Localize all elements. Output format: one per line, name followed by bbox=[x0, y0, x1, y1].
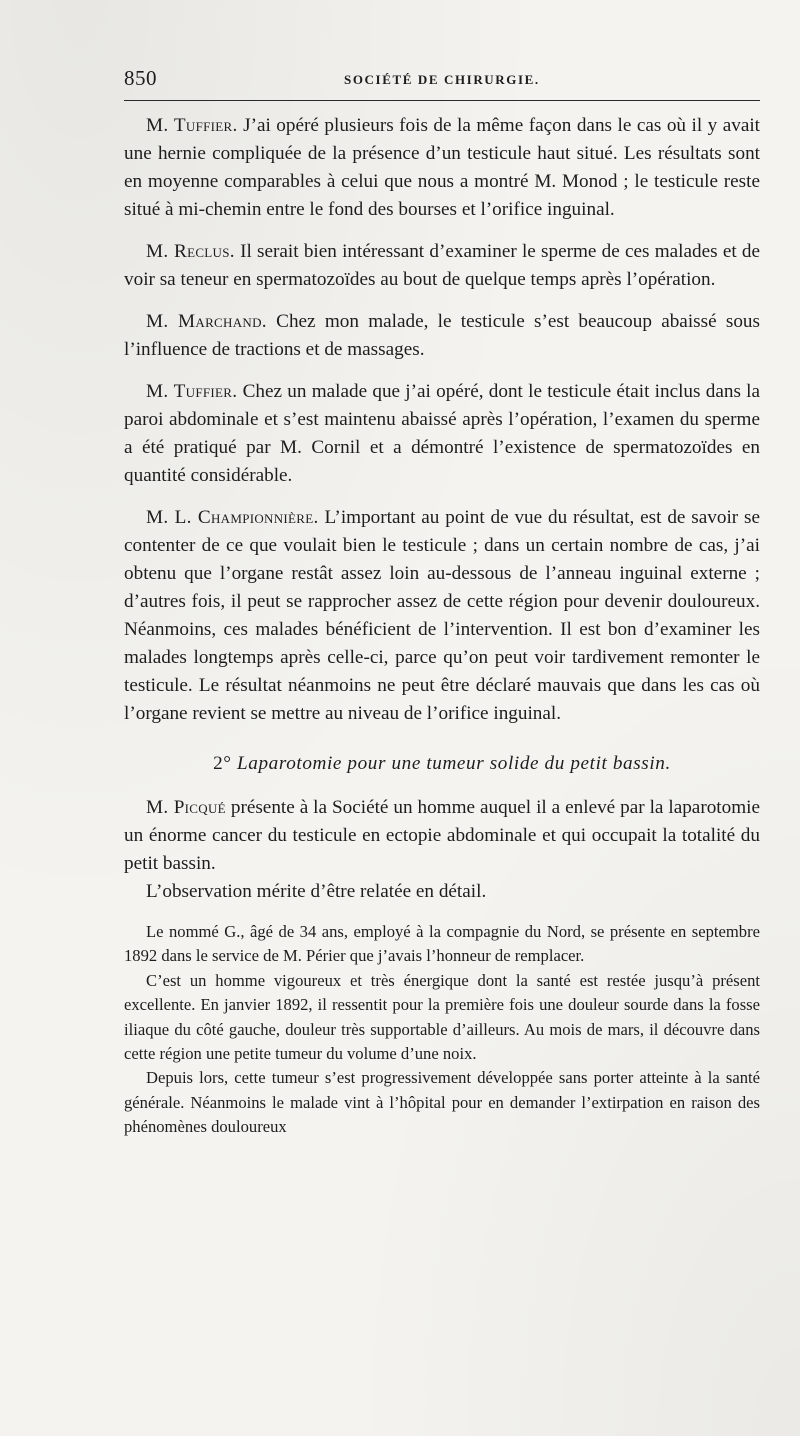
paragraph-text: Il serait bien intéressant d’examiner le sperme de ces malades et de voir sa teneur en spermatozoïdes au bout de quelque temps après l’opération. bbox=[124, 241, 761, 290]
paragraph-marchand bbox=[124, 308, 760, 364]
observation-paragraph-3: Depuis lors, cette tumeur s’est progressivement développée sans porter atteinte à la santé générale. Néanmoins le malade vint à l’hôpital pour en demander l’extirpation en raison des phénomènes douloureux bbox=[124, 1068, 760, 1137]
paragraph-text: J’ai opéré plusieurs fois de la même façon dans le cas où il y avait une hernie compliquée de la présence d’un testicule haut situé. Les résultats sont en moyenne comparables à celui que nous a montré M. Monod ; le testicule reste situé à mi-chemin entre le fond des bourses et l’orifice inguinal. bbox=[124, 115, 761, 220]
speaker-name: M. Picqué bbox=[146, 797, 226, 818]
header-rule bbox=[124, 100, 760, 101]
observation-block bbox=[124, 920, 760, 1140]
paragraph-championniere bbox=[124, 504, 760, 728]
paragraph-picque bbox=[124, 794, 760, 878]
paragraph-tuffier-2 bbox=[124, 378, 760, 490]
paragraph-observation-intro: L’observation mérite d’être relatée en détail. bbox=[146, 881, 487, 902]
section-title bbox=[124, 750, 760, 778]
running-head bbox=[124, 62, 760, 92]
paragraph-text: Chez mon malade, le testicule s’est beaucoup abaissé sous l’influence de tractions et de massages. bbox=[124, 311, 760, 360]
speaker-name: M. Tuffier. bbox=[146, 115, 238, 136]
paragraph-reclus bbox=[124, 238, 760, 294]
speaker-name: M. L. Championnière. bbox=[146, 507, 319, 528]
paragraph-text: présente à la Société un homme auquel il a enlevé par la laparotomie un énorme cancer du testicule en ectopie abdominale et qui occupait la totalité du petit bassin. bbox=[124, 797, 760, 874]
speaker-name: M. Tuffier. bbox=[146, 381, 238, 402]
paragraph-text: Chez un malade que j’ai opéré, dont le testicule était inclus dans la paroi abdominale et s’est maintenu abaissé après l’opération, l’examen du sperme a été pratiqué par M. Cornil et a démontré l’existence de spermatozoïdes en quantité considérable. bbox=[124, 381, 761, 486]
observation-paragraph-2: C’est un homme vigoureux et très énergique dont la santé est restée jusqu’à présent excellente. En janvier 1892, il ressentit pour la première fois une douleur sourde dans la fosse iliaque du côté gauche, douleur très supportable d’ailleurs. Au mois de mars, il découvre dans cette région une petite tumeur du volume d’une noix. bbox=[124, 970, 760, 1064]
section-title-text: Laparotomie pour une tumeur solide du petit bassin. bbox=[236, 753, 671, 774]
page-number: 850 bbox=[124, 66, 157, 90]
observation-paragraph-1: Le nommé G., âgé de 34 ans, employé à la compagnie du Nord, se présente en septembre 1892 dans le service de M. Périer que j’avais l’honneur de remplacer. bbox=[124, 922, 760, 966]
speaker-name: M. Marchand. bbox=[146, 311, 267, 332]
paragraph-tuffier-1 bbox=[124, 112, 760, 224]
paragraph-text: L’important au point de vue du résultat, est de savoir se contenter de ce que voulait bien le testicule ; dans un certain nombre de cas, j’ai obtenu que l’organe restât assez loin au-dessous de l’anneau inguinal externe ; d’autres fois, il peut se rapprocher assez de cette région pour devenir douloureux. Néanmoins, ces malades bénéficient de l’intervention. Il est bon d’examiner les malades longtemps après celle-ci, parce qu’on peut voir tardivement remonter le testicule. Le résultat néanmoins ne peut être déclaré mauvais que dans les cas où l’organe revient se mettre au niveau de l’orifice inguinal. bbox=[124, 507, 760, 724]
section-number: 2° bbox=[213, 753, 232, 774]
speaker-name: M. Reclus. bbox=[146, 241, 235, 262]
journal-title: SOCIÉTÉ DE CHIRURGIE. bbox=[344, 72, 540, 87]
body-text bbox=[124, 112, 760, 1140]
